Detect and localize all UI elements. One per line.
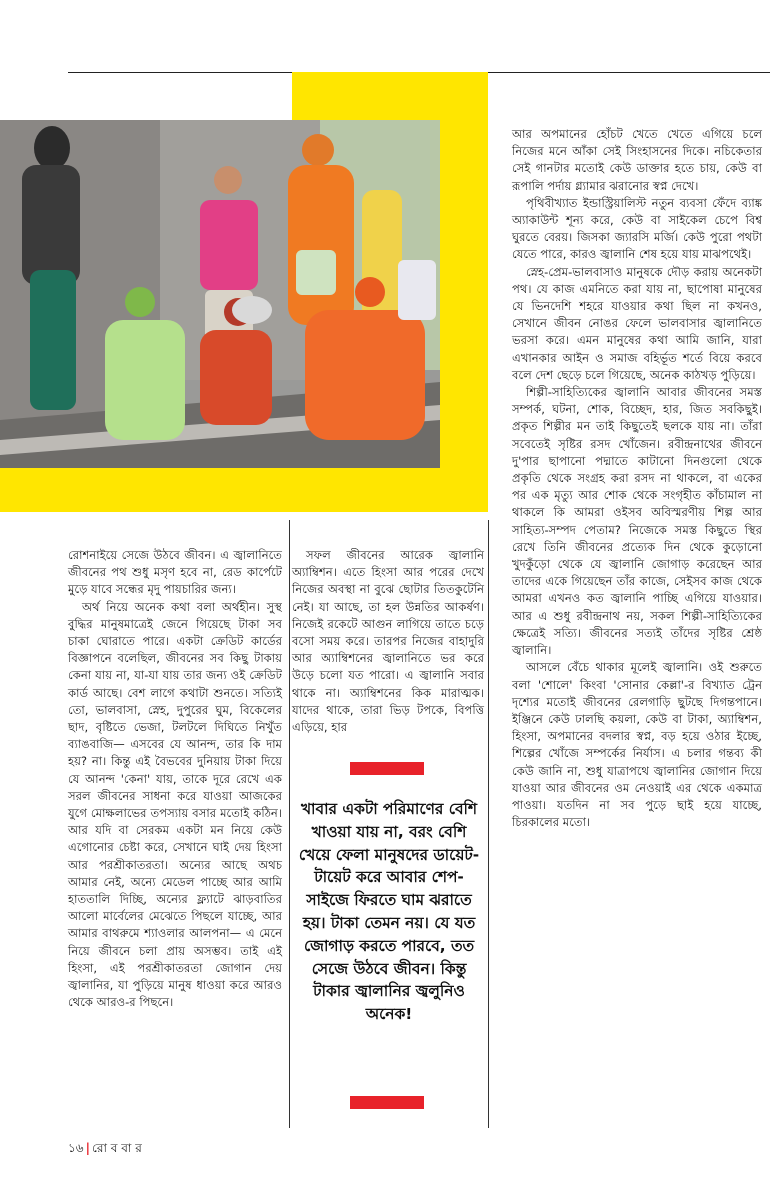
paragraph: শিল্পী-সাহিত্যিকের জ্বালানি আবার জীবনের সমস্ত সম্পর্ক, ঘটনা, শোক, বিচ্ছেদ, হার, জিত সবকিছুই। প্রকৃত শিল্পীর মন তাই কিছুতেই ছলকে যায় না। তাঁরা সবেতেই সৃষ্টির রসদ খোঁজেন। রবীন্দ্রনাথের জীবনে দু'পার ছাপানো পদ্মাতে কাটানো দিনগুলো থেকে প্রকৃতি থেকে সংগ্রহ করা রসদ না থাকলে, বা একের পর এক মৃত্যু আর শোক থেকে সংগৃহীত কাঁচামাল না থাকলে কি আমরা ওইসব অবিস্মরণীয় শিল্প আর সাহিত্য-সম্পদ পেতাম? নিজেকে সমস্ত কিছুতে স্থির রেখে তিনি জীবনের প্রত্যেক দিন থেকে কুড়োনো খুদকুঁড়ো থেকে যে জ্বালানি জোগাড় করেছেন আর তাদের একে গিয়েছেন তাঁর কাজে, সেইসব কাজ থেকে আমরা এখনও কত জ্বালানি পাচ্ছি এগিয়ে যাওয়ার। আর এ শুধু রবীন্দ্রনাথ নয়, সকল শিল্পী-সাহিত্যিকের ক্ষেত্রেই সত্যি। জীবনের সত্যই তাঁদের সৃষ্টির শ্রেষ্ঠ জ্বালানি। bbox=[512, 385, 762, 658]
footer-separator: | bbox=[85, 1141, 90, 1155]
paragraph: স্নেহ-প্রেম-ভালবাসাও মানুষকে দৌড় করায় অনেকটা পথ। যে কাজ এমনিতে করা যায় না, ছাপোষা মানুষের যে ভিনদেশি শহরে যাওয়ার কথা ছিল না কখনও, সেখানে জীবন নোঙর ফেলে ভালবাসার জ্বালানিতে ভরসা করে। এমন মানুষের কথা আমি জানি, যারা এখানকার আইন ও সমাজ বহির্ভূত শর্তে বিয়ে করবে বলে দেশ ছেড়ে চলে গিয়েছে, অনেক কাঠখড় পুড়িয়ে। bbox=[512, 264, 762, 382]
left-column bbox=[68, 547, 282, 1011]
paragraph: সফল জীবনের আরেক জ্বালানি অ্যাম্বিশন। এতে হিংসা আর পরের দেখে নিজের অবস্থা না বুঝে ছোটার তিতকুটেনি নেই। যা আছে, তা হল উন্নতির আকর্ষণ। নিজেই রকেটে আগুন লাগিয়ে তাতে চড়ে বসো সময় করে। তারপর নিজের বাহাদুরি আর অ্যাম্বিশনের জ্বালানিতে ভর করে উড়ে চলো যত পারো। এ জ্বালানি সবার থাকে না। অ্যাম্বিশনের কিক মারাত্মক। যাদের থাকে, তারা ভিড় টপকে, বিপত্তি এড়িয়ে, হার bbox=[292, 548, 484, 735]
pull-quote-bottom-bar bbox=[350, 1096, 424, 1109]
publication-name: রো ব বা র bbox=[91, 1141, 142, 1155]
column-divider bbox=[289, 520, 290, 1128]
paragraph: আর অপমানের হোঁচট খেতে খেতে এগিয়ে চলে নিজের মনে আঁকা সেই সিংহাসনের দিকে। নচিকেতার সেই গানটার মতোই কেউ ডাক্তার হতে চায়, কেউ বা রূপালি পর্দায় গ্ল্যামার ঝরানোর স্বপ্ন দেখে। bbox=[512, 127, 762, 193]
column-divider bbox=[488, 520, 489, 1128]
paragraph: আসলে বেঁচে থাকার মূলেই জ্বালানি। ওই শুরুতে বলা 'শোলে' কিংবা 'সোনার কেল্লা'-র বিখ্যাত ট্রেন দৃশ্যের মতোই জীবনের রেলগাড়ি ছুটছে দিগন্তপানে। ইঞ্জিনে কেউ ঢালছি কয়লা, কেউ বা টাকা, অ্যাম্বিশন, হিংসা, অপমানের বদলার স্বপ্ন, বড় হয়ে ওঠার ইচ্ছে, শিল্পের খোঁজে সম্পর্কের নির্যাস। এ চলার গন্তব্য কী কেউ জানি না, শুধু যাত্রাপথে জ্বালানির জোগান দিয়ে যাওয়া আর জীবনের ওম নেওয়াই এর থেকে একমাত্র পাওয়া। যতদিন না সব পুড়ে ছাই হয়ে যাচ্ছে, চিরকালের মতো। bbox=[512, 660, 762, 830]
paragraph: পৃথিবীখ্যাত ইন্ডাস্ট্রিয়ালিস্ট নতুন ব্যবসা ফেঁদে ব্যাঙ্ক অ্যাকাউন্ট শূন্য করে, কেউ বা সাইকেল চেপে বিশ্ব ঘুরতে বেরয়। জিসকা জ্যারসি মর্জি। কেউ পুরো পথটা যেতে পারে, কারও জ্বালানি শেষ হয়ে যায় মাঝপথেই। bbox=[512, 195, 762, 262]
pull-quote: খাবার একটা পরিমাণের বেশি খাওয়া যায় না, বরং বেশি খেয়ে ফেলা মানুষদের ডায়েট-টায়েট করে আবার শেপ-সাইজে ফিরতে ঘাম ঝরাতে হয়। টাকা তেমন নয়। যে যত জোগাড় করতে পারবে, তত সেজে উঠবে জীবন। কিন্তু টাকার জ্বালানির জ্বলুনিও অনেক! bbox=[298, 800, 480, 1024]
paragraph: রোশনাইয়ে সেজে উঠবে জীবন। এ জ্বালানিতে জীবনের পথ শুধু মসৃণ হবে না, রেড কার্পেটে মুড়ে যাবে সন্ধের মৃদু পায়চারির জন্য। bbox=[68, 548, 282, 597]
pull-quote-top-bar bbox=[350, 762, 424, 775]
paragraph: অর্থ নিয়ে অনেক কথা বলা অর্থহীন। সুস্থ বুদ্ধির মানুষমাত্রেই জেনে গিয়েছে টাকা সব চাকা ঘোরাতে পারে। একটা ক্রেডিট কার্ডের বিজ্ঞাপনে বলেছিল, জীবনের সব কিছু টাকায় কেনা যায় না, যা-যা যায় তার জন্য ওই ক্রেডিট কার্ড আছে। বেশ লাগে কথাটা শুনতে। সত্যিই তো, ভালবাসা, স্নেহ, দুপুরের ঘুম, বিকেলের ছাদ, বৃষ্টিতে ভেজা, টলটলে দিঘিতে নিখুঁত ব্যাঙবাজি— এসবের যে আনন্দ, তার কি দাম হয়? না। কিন্তু এই বৈভবের দুনিয়ায় টাকা দিয়ে যে আনন্দ 'কেনা' যায়, তাকে দূরে রেখে এক সরল জীবনের সাধনা করে যাওয়া আজকের যুগে মোক্ষলাভের তপস্যায় বসার মতোই কঠিন। আর যদি বা সেরকম একটা মন নিয়ে কেউ এগোনোর চেষ্টা করে, সেখানে ঘাই দেয় হিংসা আর পরশ্রীকাতরতা। অন্যের আছে অথচ আমার নেই, অন্যে মেডেল পাচ্ছে আর আমি হাততালি দিচ্ছি, অন্যের ফ্ল্যাটে ঝাড়বাতির আলো মার্বেলের মেঝেতে পিছলে যাচ্ছে, আর আমার বাথরুমে শ্যাওলার আলপনা— এ মেনে নিয়ে জীবনে চলা প্রায় অসম্ভব। তাই এই হিংসা, এই পরশ্রীকাতরতা জোগান দেয় জ্বালানির, যা পুড়িয়ে মানুষ ধাওয়া করে আরও থেকে আরও-র পিছনে। bbox=[68, 599, 282, 1010]
pull-quote-box bbox=[292, 762, 486, 1122]
page-footer bbox=[68, 1140, 142, 1160]
article-photo bbox=[0, 120, 440, 468]
middle-column bbox=[292, 547, 484, 736]
right-column bbox=[512, 126, 762, 831]
page-number: ১৬ bbox=[68, 1141, 84, 1155]
